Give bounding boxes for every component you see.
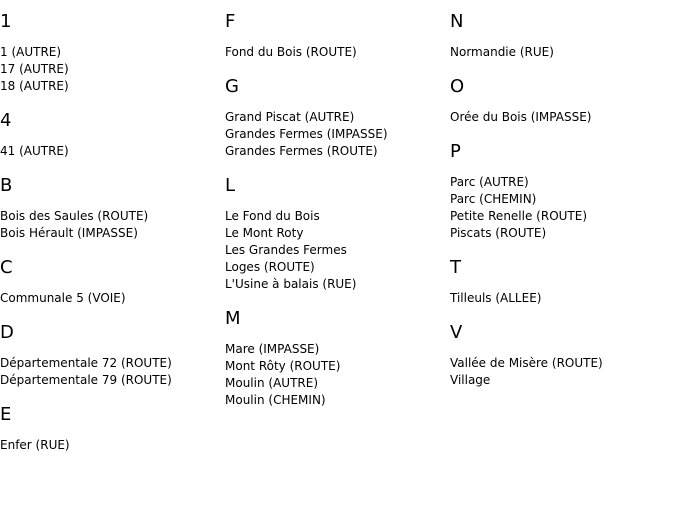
street-index-column-3 — [450, 10, 670, 403]
street-list — [225, 109, 445, 160]
group-letter: V — [450, 322, 463, 343]
street-item: Village — [450, 373, 491, 387]
street-list — [450, 174, 670, 242]
street-item: Piscats (ROUTE) — [450, 226, 547, 240]
letter-group-e — [0, 403, 220, 454]
group-letter: T — [450, 257, 461, 278]
street-list — [0, 290, 220, 307]
letter-group-o — [450, 75, 670, 126]
group-letter: F — [225, 11, 236, 32]
letter-group-l — [225, 174, 445, 293]
letter-group-v — [450, 321, 670, 389]
street-item: Enfer (RUE) — [0, 438, 70, 452]
street-item: Petite Renelle (ROUTE) — [450, 209, 588, 223]
letter-group-1 — [0, 10, 220, 95]
letter-group-b — [0, 174, 220, 242]
street-index-column-1 — [0, 10, 220, 468]
street-item: Mont Rôty (ROUTE) — [225, 359, 341, 373]
street-item: L'Usine à balais (RUE) — [225, 277, 357, 291]
street-list — [450, 355, 670, 389]
street-list — [0, 44, 220, 95]
letter-group-n — [450, 10, 670, 61]
letter-group-c — [0, 256, 220, 307]
group-letter: G — [225, 76, 239, 97]
street-item: Parc (AUTRE) — [450, 175, 529, 189]
street-item: 17 (AUTRE) — [0, 62, 69, 76]
street-list — [225, 341, 445, 409]
street-item: Grandes Fermes (IMPASSE) — [225, 127, 388, 141]
street-item: Normandie (RUE) — [450, 45, 554, 59]
group-letter: C — [0, 257, 13, 278]
letter-group-f — [225, 10, 445, 61]
street-item: 1 (AUTRE) — [0, 45, 62, 59]
street-list — [450, 44, 670, 61]
letter-group-g — [225, 75, 445, 160]
group-letter: N — [450, 11, 464, 32]
street-list — [0, 437, 220, 454]
street-list — [450, 290, 670, 307]
street-item: Loges (ROUTE) — [225, 260, 315, 274]
letter-group-m — [225, 307, 445, 409]
street-item: Moulin (CHEMIN) — [225, 393, 326, 407]
street-item: Parc (CHEMIN) — [450, 192, 537, 206]
street-list — [225, 44, 445, 61]
group-letter: D — [0, 322, 14, 343]
street-item: Communale 5 (VOIE) — [0, 291, 126, 305]
street-index-column-2 — [225, 10, 445, 423]
street-list — [0, 143, 220, 160]
group-letter: P — [450, 141, 461, 162]
street-item: Le Fond du Bois — [225, 209, 320, 223]
street-item: Vallée de Misère (ROUTE) — [450, 356, 603, 370]
street-item: Grand Piscat (AUTRE) — [225, 110, 355, 124]
street-list — [450, 109, 670, 126]
street-item: Bois des Saules (ROUTE) — [0, 209, 149, 223]
street-item: Départementale 79 (ROUTE) — [0, 373, 172, 387]
group-letter: 1 — [0, 11, 12, 32]
street-item: Fond du Bois (ROUTE) — [225, 45, 357, 59]
street-item: Tilleuls (ALLEE) — [450, 291, 542, 305]
street-item: Les Grandes Fermes — [225, 243, 347, 257]
letter-group-t — [450, 256, 670, 307]
street-item: Grandes Fermes (ROUTE) — [225, 144, 378, 158]
group-letter: M — [225, 308, 241, 329]
group-letter: L — [225, 175, 236, 196]
group-letter: E — [0, 404, 12, 425]
letter-group-p — [450, 140, 670, 242]
street-list — [225, 208, 445, 293]
street-item: Moulin (AUTRE) — [225, 376, 318, 390]
street-item: Mare (IMPASSE) — [225, 342, 320, 356]
group-letter: 4 — [0, 110, 12, 131]
street-item: Orée du Bois (IMPASSE) — [450, 110, 592, 124]
group-letter: B — [0, 175, 13, 196]
street-item: 18 (AUTRE) — [0, 79, 69, 93]
street-item: 41 (AUTRE) — [0, 144, 69, 158]
street-item: Départementale 72 (ROUTE) — [0, 356, 172, 370]
street-item: Bois Hérault (IMPASSE) — [0, 226, 138, 240]
group-letter: O — [450, 76, 465, 97]
letter-group-4 — [0, 109, 220, 160]
street-item: Le Mont Roty — [225, 226, 304, 240]
street-list — [0, 355, 220, 389]
letter-group-d — [0, 321, 220, 389]
street-list — [0, 208, 220, 242]
